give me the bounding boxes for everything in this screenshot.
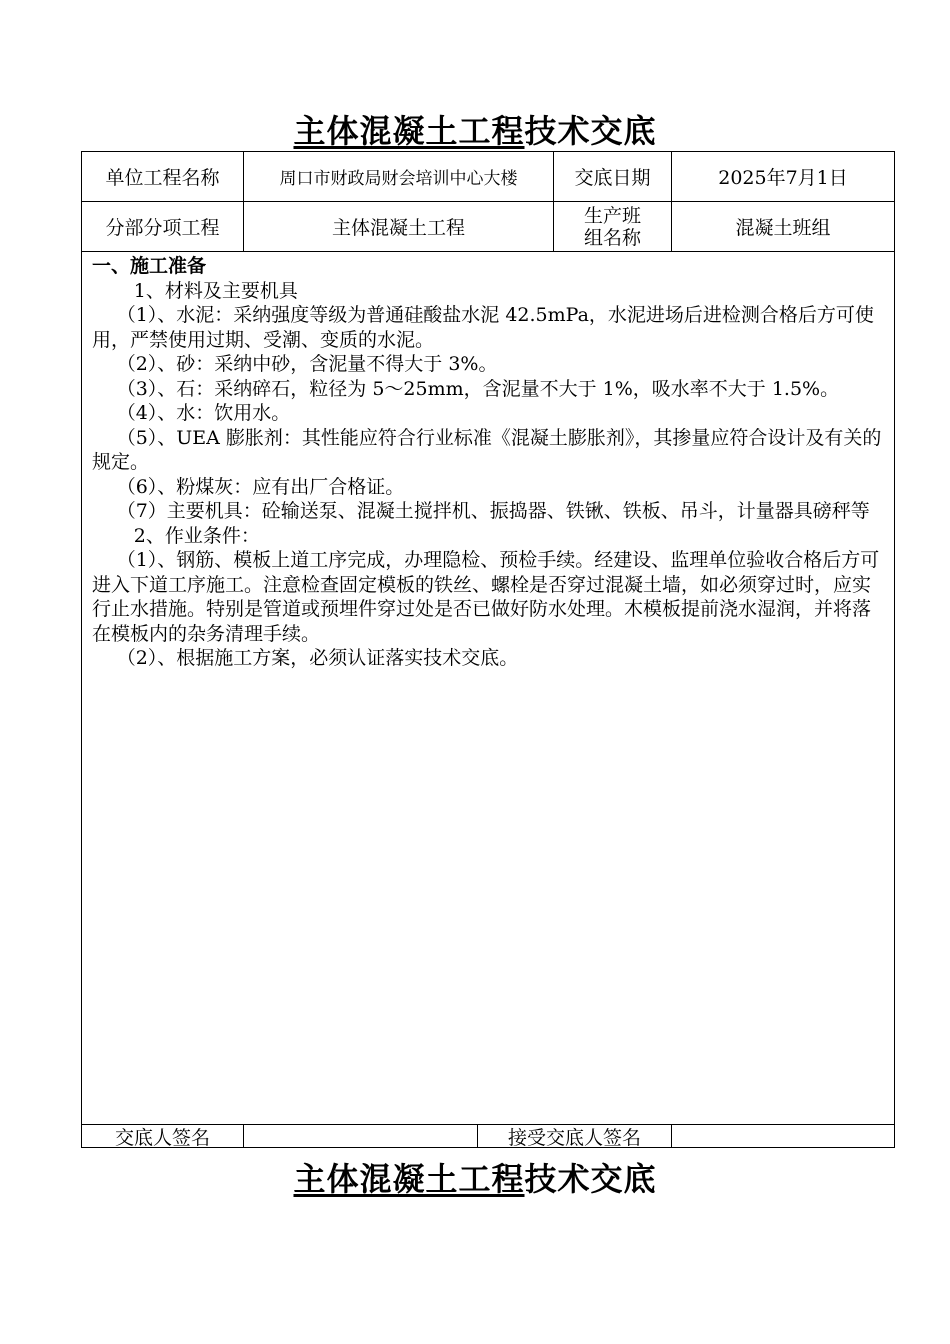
- sub-project-label: 分部分项工程: [105, 217, 220, 239]
- unit-project-label: 单位工程名称: [105, 167, 220, 189]
- list-item: （2）、砂：采纳中砂，含泥量不得大于 3%。: [116, 353, 498, 375]
- header-row-1: [82, 152, 894, 202]
- date-label: 交底日期: [553, 152, 671, 201]
- list-item: （4）、水：饮用水。: [116, 402, 291, 424]
- giver-signature-field[interactable]: [243, 1125, 477, 1147]
- team-label-line1: 生产班: [583, 204, 641, 227]
- subsection-heading-materials: 1、材料及主要机具: [133, 279, 298, 302]
- document-title: [0, 106, 950, 152]
- disclosure-content: [92, 254, 888, 671]
- title-rest-part: 技术交底: [524, 1160, 657, 1198]
- list-item: （1）、钢筋、模板上道工序完成，办理隐检、预检手续。经建设、监理单位验收合格后方可进入下道工序施工。注意检查固定模板的铁丝、螺栓是否穿过混凝土墙，如必须穿过时，应实行止水措施。特别是管道或预埋件穿过处是否已做好防水处理。木模板提前浇水湿润，并将落在模板内的杂务清理手续。: [92, 549, 880, 645]
- receiver-signature-field[interactable]: [671, 1125, 894, 1147]
- list-item: （7）主要机具：砼输送泵、混凝土搅拌机、振捣器、铁锹、铁板、吊斗，计量器具磅秤等: [116, 500, 870, 522]
- next-page-title: [0, 1154, 950, 1200]
- team-value: 混凝土班组: [671, 202, 894, 251]
- unit-project-value: 周口市财政局财会培训中心大楼: [243, 152, 553, 201]
- date-value: 2025年7月1日: [671, 152, 894, 201]
- list-item: （5）、UEA 膨胀剂：其性能应符合行业标准《混凝土膨胀剂》，其掺量应符合设计及有关的规定。: [92, 426, 882, 473]
- subsection-heading-conditions: 2、作业条件：: [133, 524, 260, 547]
- title-rest-part: 技术交底: [524, 112, 657, 150]
- title-underlined-part: 主体混凝土工程: [293, 112, 525, 150]
- giver-signature-label: 交底人签名: [114, 1126, 210, 1149]
- signature-row: [82, 1124, 894, 1147]
- team-label-line2: 组名称: [583, 226, 641, 249]
- team-label: [553, 202, 671, 251]
- disclosure-form: [81, 151, 895, 1148]
- header-row-2: [82, 202, 894, 252]
- title-underlined-part: 主体混凝土工程: [293, 1160, 525, 1198]
- receiver-signature-label: 接受交底人签名: [477, 1125, 671, 1147]
- list-item: （6）、粉煤灰：应有出厂合格证。: [116, 475, 405, 498]
- list-item: （2）、根据施工方案，必须认证落实技术交底。: [116, 647, 519, 669]
- list-item: （1）、水泥：采纳强度等级为普通硅酸盐水泥 42.5mPa，水泥进场后进检测合格后方可使用，严禁使用过期、受潮、变质的水泥。: [92, 304, 874, 351]
- list-item: （3）、石：采纳碎石，粒径为 5～25mm，含泥量不大于 1%，吸水率不大于 1.5%。: [116, 377, 840, 400]
- sub-project-value: 主体混凝土工程: [243, 202, 553, 251]
- section-heading: 一、施工准备: [92, 255, 207, 277]
